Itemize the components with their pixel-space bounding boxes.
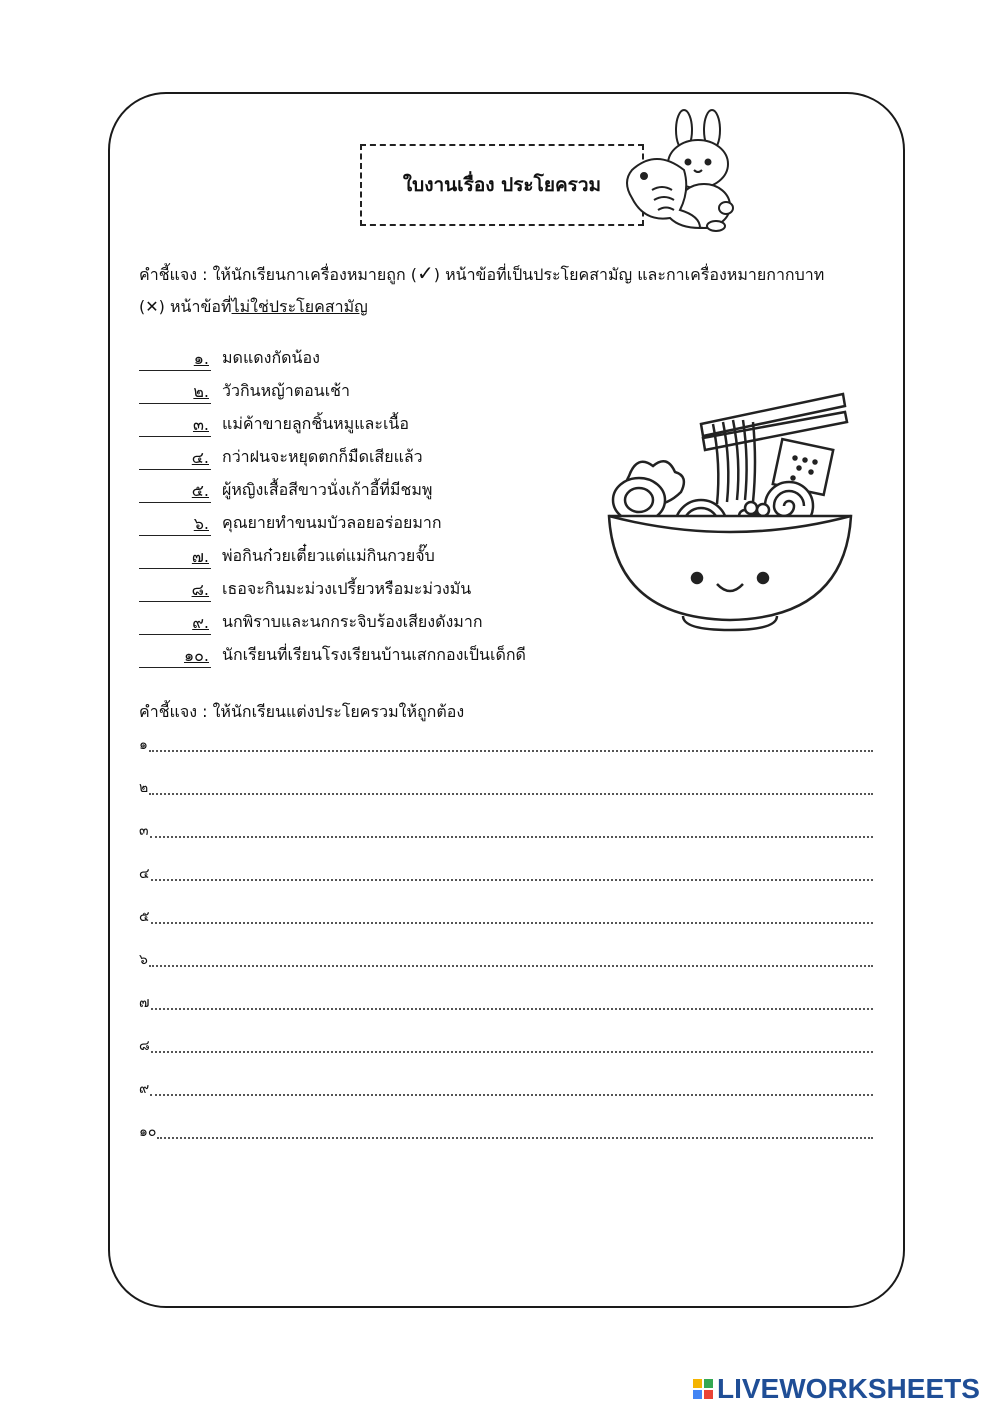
question-text-4: กว่าฝนจะหยุดตกก็มืดเสียแล้ว [222, 447, 423, 466]
question-text-9: นกพิราบและนกกระจิบร้องเสียงดังมาก [222, 612, 483, 631]
answer-line-7[interactable]: ๗ [139, 992, 873, 1014]
check-icon: ✓ [416, 261, 434, 285]
answer-blank-7[interactable]: ๗. [139, 546, 211, 569]
question-item-4[interactable] [139, 437, 423, 470]
instruction-text-a: คำชี้แจง : ให้นักเรียนกาเครื่องหมายถูก ( [139, 265, 417, 284]
question-text-5: ผู้หญิงเสื้อสีขาวนั่งเก้าอี้ที่มีชมพู [222, 480, 433, 499]
question-item-8[interactable] [139, 569, 471, 602]
question-text-2: วัวกินหญ้าตอนเช้า [222, 381, 351, 400]
question-text-6: คุณยายทำขนมบัวลอยอร่อยมาก [222, 513, 442, 532]
question-text-10: นักเรียนที่เรียนโรงเรียนบ้านเสกกองเป็นเด็กดี [222, 645, 526, 664]
logo-text: LIVEWORKSHEETS [717, 1373, 980, 1404]
answer-blank-8[interactable]: ๘. [139, 579, 211, 602]
instruction-line-2 [139, 290, 368, 324]
answer-line-9[interactable]: ๙ [139, 1078, 873, 1100]
question-text-3: แม่ค้าขายลูกชิ้นหมูและเนื้อ [222, 414, 409, 433]
question-text-8: เธอจะกินมะม่วงเปรี้ยวหรือมะม่วงมัน [222, 579, 472, 598]
question-item-1[interactable] [139, 338, 320, 371]
answer-line-3[interactable]: ๓ [139, 820, 873, 842]
question-item-6[interactable] [139, 503, 442, 536]
answer-line-6[interactable]: ๖ [139, 949, 873, 971]
liveworksheets-logo [693, 1374, 980, 1404]
answer-line-10[interactable]: ๑๐ [139, 1121, 873, 1143]
question-item-3[interactable] [139, 404, 409, 437]
answer-blank-3[interactable]: ๓. [139, 414, 211, 437]
title-text: ใบงานเรื่อง ประโยครวม [402, 174, 602, 196]
answer-line-4[interactable]: ๔ [139, 863, 873, 885]
answer-blank-1[interactable]: ๑. [139, 348, 211, 371]
answer-blank-2[interactable]: ๒. [139, 381, 211, 404]
answer-line-8[interactable]: ๘ [139, 1035, 873, 1057]
answer-blank-6[interactable]: ๖. [139, 513, 211, 536]
question-item-7[interactable] [139, 536, 435, 569]
answer-blank-5[interactable]: ๕. [139, 480, 211, 503]
question-item-9[interactable] [139, 602, 483, 635]
answer-line-5[interactable]: ๕ [139, 906, 873, 928]
cross-icon: ✕ [145, 297, 159, 316]
ramen-bowl-icon [605, 388, 855, 638]
instruction-line-1 [139, 256, 824, 292]
bunny-with-taiyaki-icon [624, 108, 736, 236]
question-item-2[interactable] [139, 371, 350, 404]
instruction-text-c: ) หน้าข้อที่ [158, 297, 232, 316]
answer-blank-10[interactable]: ๑๐. [139, 645, 211, 668]
answer-line-1[interactable]: ๑ [139, 734, 873, 756]
question-item-10[interactable] [139, 635, 526, 668]
answer-line-2[interactable]: ๒ [139, 777, 873, 799]
logo-squares-icon [693, 1379, 713, 1399]
question-item-5[interactable] [139, 470, 432, 503]
instruction-2: คำชี้แจง : ให้นักเรียนแต่งประโยครวมให้ถูกต้อง [139, 702, 465, 721]
instruction-text-b: ) หน้าข้อที่เป็นประโยคสามัญ และกาเครื่องหมายกากบาท [433, 265, 825, 284]
instruction-paren-open: ( [139, 297, 146, 316]
instruction-underlined-text: ไม่ใช่ประโยคสามัญ [231, 297, 368, 316]
worksheet-title [360, 144, 644, 226]
question-text-7: พ่อกินก๋วยเตี๋ยวแต่แม่กินกวยจั๊บ [222, 546, 435, 565]
question-text-1: มดแดงกัดน้อง [222, 348, 320, 367]
answer-blank-4[interactable]: ๔. [139, 447, 211, 470]
answer-blank-9[interactable]: ๙. [139, 612, 211, 635]
